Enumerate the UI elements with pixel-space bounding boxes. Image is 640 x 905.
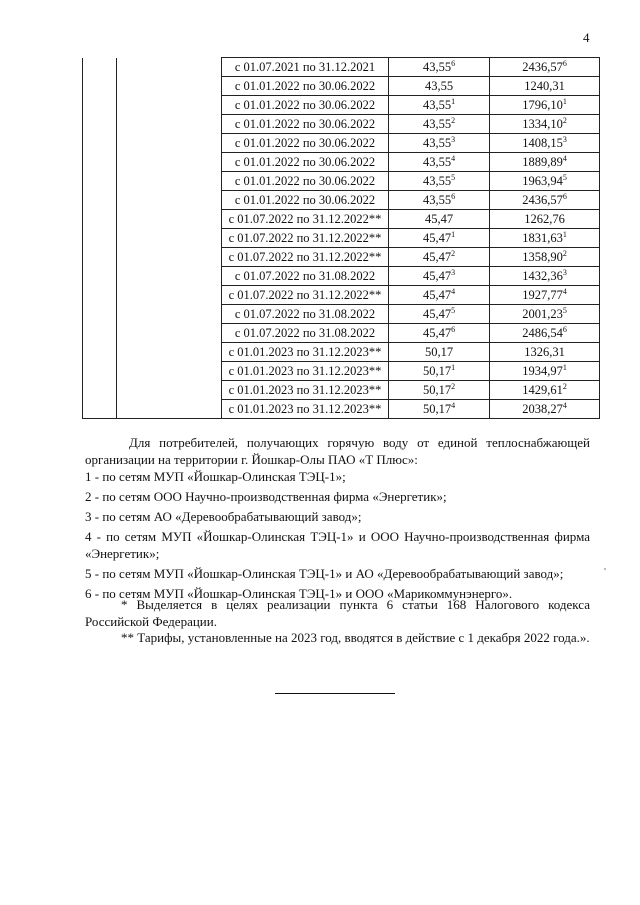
tariff-cell [490, 229, 600, 248]
tariff-network-marker: 2 [562, 248, 567, 258]
period-cell: с 01.01.2022 по 30.06.2022 [222, 96, 389, 115]
blank-cell [117, 248, 222, 267]
rate-network-marker: 4 [451, 400, 456, 410]
blank-cell [83, 381, 117, 400]
blank-cell [117, 286, 222, 305]
network-note-2: 2 - по сетям ООО Научно-производственная фирма «Энергетик»; [85, 489, 447, 504]
table-row [83, 58, 600, 77]
blank-cell [117, 267, 222, 286]
rate-value: 43,55 [422, 136, 452, 150]
period-cell: с 01.07.2021 по 31.12.2021 [222, 58, 389, 77]
blank-cell [83, 172, 117, 191]
tariff-network-marker: 2 [562, 115, 567, 125]
blank-cell [117, 172, 222, 191]
blank-cell [83, 153, 117, 172]
tariff-cell [490, 115, 600, 134]
blank-cell [117, 134, 222, 153]
rate-value: 43,55 [422, 174, 452, 188]
blank-cell [117, 305, 222, 324]
tariff-cell [490, 305, 600, 324]
rate-cell [389, 343, 490, 362]
period-cell: с 01.07.2022 по 31.08.2022 [222, 305, 389, 324]
table-row [83, 248, 600, 267]
table-row [83, 115, 600, 134]
rate-value: 45,47 [422, 307, 452, 321]
tariff-cell [490, 381, 600, 400]
period-cell: с 01.07.2022 по 31.12.2022** [222, 210, 389, 229]
blank-cell [83, 77, 117, 96]
blank-cell [117, 77, 222, 96]
network-note-5: 5 - по сетям МУП «Йошкар-Олинская ТЭЦ-1» и АО «Деревообрабатывающий завод»; [85, 566, 564, 581]
table-row [83, 134, 600, 153]
blank-cell [83, 58, 117, 77]
table-row [83, 153, 600, 172]
blank-cell [83, 267, 117, 286]
period-cell: с 01.01.2022 по 30.06.2022 [222, 115, 389, 134]
blank-cell [83, 400, 117, 419]
rate-network-marker: 4 [451, 286, 456, 296]
period-cell: с 01.01.2023 по 31.12.2023** [222, 381, 389, 400]
blank-cell [117, 324, 222, 343]
tariff-cell [490, 153, 600, 172]
footnote-single-asterisk: * Выделяется в целях реализации пункта 6 статьи 168 Налогового кодекса Российской Федерации. [85, 597, 590, 629]
tariff-network-marker: 6 [562, 191, 567, 201]
tariff-value: 2001,23 [522, 307, 563, 321]
tariff-network-marker: 3 [562, 134, 567, 144]
blank-cell [83, 248, 117, 267]
tariff-cell [490, 362, 600, 381]
period-cell: с 01.01.2022 по 30.06.2022 [222, 77, 389, 96]
blank-cell [83, 324, 117, 343]
rate-cell [389, 96, 490, 115]
tariff-value: 1262,76 [524, 212, 565, 226]
tariff-cell [490, 400, 600, 419]
tariff-network-marker: 1 [562, 96, 567, 106]
table-row [83, 324, 600, 343]
rate-network-marker: 3 [451, 134, 456, 144]
rate-cell [389, 305, 490, 324]
tariff-network-marker: 1 [562, 362, 567, 372]
period-cell: с 01.01.2023 по 31.12.2023** [222, 400, 389, 419]
rate-cell [389, 58, 490, 77]
table-row [83, 286, 600, 305]
network-notes-list [85, 468, 590, 602]
rate-cell [389, 191, 490, 210]
blank-cell [83, 210, 117, 229]
tariff-network-marker: 1 [562, 229, 567, 239]
blank-cell [83, 343, 117, 362]
tariff-cell [490, 248, 600, 267]
tariff-value: 1831,63 [522, 231, 563, 245]
blank-cell [117, 400, 222, 419]
period-cell: с 01.01.2023 по 31.12.2023** [222, 362, 389, 381]
tariff-cell [490, 58, 600, 77]
tariff-cell [490, 286, 600, 305]
rate-network-marker: 6 [451, 324, 456, 334]
tariff-network-marker: 3 [562, 267, 567, 277]
tariff-value: 1358,90 [522, 250, 563, 264]
page-number: 4 [583, 30, 590, 45]
rate-cell [389, 77, 490, 96]
rate-value: 50,17 [422, 383, 452, 397]
rate-cell [389, 229, 490, 248]
tariff-table [82, 57, 600, 419]
rate-network-marker: 6 [451, 58, 456, 68]
rate-network-marker: 4 [451, 153, 456, 163]
rate-network-marker: 2 [451, 381, 456, 391]
rate-value: 45,47 [422, 269, 452, 283]
tariff-value: 1334,10 [522, 117, 563, 131]
tariff-value: 1326,31 [524, 345, 565, 359]
rate-cell [389, 267, 490, 286]
tariff-network-marker: 5 [562, 172, 567, 182]
period-cell: с 01.01.2022 по 30.06.2022 [222, 191, 389, 210]
blank-cell [117, 229, 222, 248]
tariff-network-marker: 2 [562, 381, 567, 391]
rate-value: 50,17 [424, 345, 454, 359]
blank-cell [83, 229, 117, 248]
tariff-network-marker: 4 [562, 286, 567, 296]
period-cell: с 01.07.2022 по 31.12.2022** [222, 286, 389, 305]
tariff-network-marker: 6 [562, 324, 567, 334]
tariff-value: 1889,89 [522, 155, 563, 169]
rate-value: 45,47 [422, 326, 452, 340]
tariff-cell [490, 267, 600, 286]
rate-network-marker: 2 [451, 115, 456, 125]
tariff-value: 1796,10 [522, 98, 563, 112]
rate-value: 45,47 [422, 231, 452, 245]
tariff-value: 2436,57 [522, 60, 563, 74]
rate-value: 43,55 [424, 79, 454, 93]
blank-cell [83, 191, 117, 210]
tariff-cell [490, 96, 600, 115]
tariff-value: 1408,15 [522, 136, 563, 150]
blank-cell [117, 343, 222, 362]
period-cell: с 01.01.2023 по 31.12.2023** [222, 343, 389, 362]
table-row [83, 305, 600, 324]
rate-network-marker: 1 [451, 229, 456, 239]
tariff-cell [490, 343, 600, 362]
rate-network-marker: 2 [451, 248, 456, 258]
table-row [83, 362, 600, 381]
blank-cell [117, 115, 222, 134]
blank-cell [117, 210, 222, 229]
blank-cell [117, 96, 222, 115]
tariff-value: 2038,27 [522, 402, 563, 416]
tariff-cell [490, 191, 600, 210]
table-row [83, 267, 600, 286]
period-cell: с 01.07.2022 по 31.12.2022** [222, 229, 389, 248]
network-note-4: 4 - по сетям МУП «Йошкар-Олинская ТЭЦ-1» и ООО Научно-производственная фирма «Энергетик»; [85, 529, 590, 561]
tariff-network-marker: 6 [562, 58, 567, 68]
blank-cell [83, 362, 117, 381]
table-row [83, 172, 600, 191]
rate-cell [389, 210, 490, 229]
closing-rule [275, 693, 395, 694]
table-row [83, 96, 600, 115]
blank-cell [117, 153, 222, 172]
rate-cell [389, 115, 490, 134]
rate-cell [389, 324, 490, 343]
table-row [83, 191, 600, 210]
period-cell: с 01.01.2022 по 30.06.2022 [222, 172, 389, 191]
tariff-value: 1240,31 [524, 79, 565, 93]
blank-cell [117, 58, 222, 77]
period-cell: с 01.07.2022 по 31.12.2022** [222, 248, 389, 267]
blank-cell [83, 134, 117, 153]
rate-value: 50,17 [422, 364, 452, 378]
network-note-6: 6 - по сетям МУП «Йошкар-Олинская ТЭЦ-1» и ООО «Марикоммунэнерго». [85, 586, 513, 601]
tariff-table-body [83, 58, 600, 419]
rate-value: 45,47 [424, 212, 454, 226]
tariff-value: 1927,77 [522, 288, 563, 302]
rate-value: 43,55 [422, 117, 452, 131]
rate-cell [389, 153, 490, 172]
rate-network-marker: 1 [451, 362, 456, 372]
rate-value: 43,55 [422, 98, 452, 112]
table-row [83, 210, 600, 229]
footnote-double-asterisk: ** Тарифы, установленные на 2023 год, вводятся в действие с 1 декабря 2022 года.». [121, 630, 590, 645]
tariff-cell [490, 210, 600, 229]
period-cell: с 01.01.2022 по 30.06.2022 [222, 153, 389, 172]
consumers-intro: Для потребителей, получающих горячую воду от единой теплоснабжающей организации на территории г. Йошкар-Олы ПАО «Т Плюс»: [85, 435, 590, 467]
tariff-cell [490, 134, 600, 153]
tariff-network-marker: 4 [562, 153, 567, 163]
rate-network-marker: 6 [451, 191, 456, 201]
period-cell: с 01.01.2022 по 30.06.2022 [222, 134, 389, 153]
tariff-value: 1934,97 [522, 364, 563, 378]
blank-cell [117, 191, 222, 210]
rate-cell [389, 172, 490, 191]
rate-value: 43,55 [422, 60, 452, 74]
tariff-cell [490, 324, 600, 343]
rate-value: 45,47 [422, 250, 452, 264]
rate-cell [389, 286, 490, 305]
table-row [83, 343, 600, 362]
blank-cell [117, 381, 222, 400]
tariff-value: 2436,57 [522, 193, 563, 207]
tariff-value: 2486,54 [522, 326, 563, 340]
rate-cell [389, 134, 490, 153]
rate-network-marker: 5 [451, 305, 456, 315]
tariff-cell [490, 77, 600, 96]
blank-cell [83, 115, 117, 134]
rate-cell [389, 248, 490, 267]
rate-value: 45,47 [422, 288, 452, 302]
rate-cell [389, 381, 490, 400]
blank-cell [83, 305, 117, 324]
network-note-3: 3 - по сетям АО «Деревообрабатывающий завод»; [85, 509, 362, 524]
period-cell: с 01.07.2022 по 31.08.2022 [222, 324, 389, 343]
rate-network-marker: 5 [451, 172, 456, 182]
rate-network-marker: 1 [451, 96, 456, 106]
period-cell: с 01.07.2022 по 31.08.2022 [222, 267, 389, 286]
tariff-cell [490, 172, 600, 191]
blank-cell [117, 362, 222, 381]
blank-cell [83, 96, 117, 115]
rate-cell [389, 400, 490, 419]
tariff-value: 1429,61 [522, 383, 563, 397]
rate-value: 50,17 [422, 402, 452, 416]
tariff-network-marker: 4 [562, 400, 567, 410]
tariff-network-marker: 5 [562, 305, 567, 315]
table-row [83, 229, 600, 248]
rate-cell [389, 362, 490, 381]
network-note-1: 1 - по сетям МУП «Йошкар-Олинская ТЭЦ-1»; [85, 469, 346, 484]
table-row [83, 381, 600, 400]
scan-speck [604, 568, 606, 570]
blank-cell [83, 286, 117, 305]
tariff-value: 1432,36 [522, 269, 563, 283]
rate-value: 43,55 [422, 155, 452, 169]
rate-network-marker: 3 [451, 267, 456, 277]
tariff-value: 1963,94 [522, 174, 563, 188]
rate-value: 43,55 [422, 193, 452, 207]
table-row [83, 77, 600, 96]
table-row [83, 400, 600, 419]
